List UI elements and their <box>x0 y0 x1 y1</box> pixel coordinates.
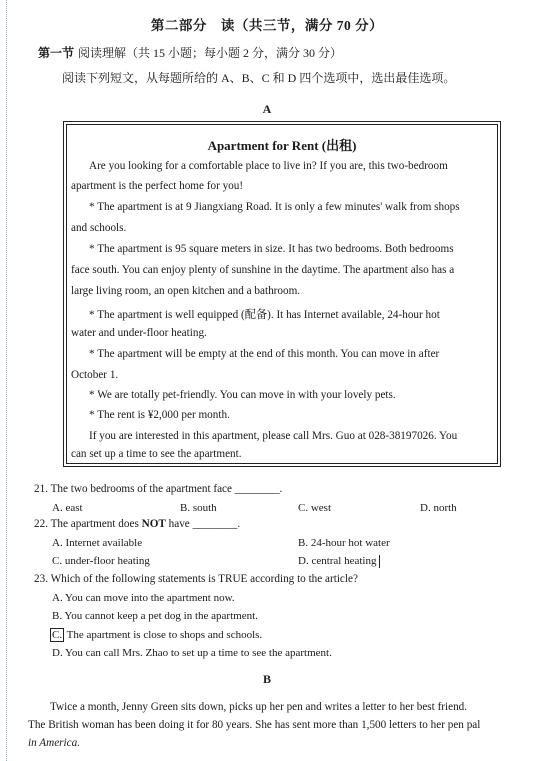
question-23-option-c <box>50 628 262 642</box>
ad-box <box>66 124 498 464</box>
ad-line: If you are interested in this apartment, please call Mrs. Guo at 028-38197026. You <box>89 430 458 442</box>
ad-line: Are you looking for a comfortable place to live in? If you are, this two-bedroom <box>89 160 448 172</box>
ad-line: October 1. <box>71 369 119 381</box>
question-22-option-d <box>298 555 380 568</box>
section-instruction: 阅读下列短文，从每题所给的 A、B、C 和 D 四个选项中，选出最佳选项。 <box>62 71 456 85</box>
ad-line: * The apartment is at 9 Jiangxiang Road. It is only a few minutes' walk from shops <box>89 201 460 213</box>
passage-b-line: in America. <box>28 737 80 749</box>
ad-line: * The apartment will be empty at the end of this month. You can move in after <box>89 348 440 360</box>
question-22-option-d-text: D. central heating <box>298 555 377 568</box>
ad-line: large living room, an open kitchen and a bathroom. <box>71 285 301 297</box>
question-23-option-d: D. You can call Mrs. Zhao to set up a time to see the apartment. <box>52 647 332 659</box>
passage-b-label: B <box>262 672 271 686</box>
question-23-option-b: B. You cannot keep a pet dog in the apartment. <box>52 610 258 622</box>
question-22-stem-after: have ________. <box>165 518 241 530</box>
question-22-stem-bold: NOT <box>141 518 166 530</box>
ad-title: Apartment for Rent (出租) <box>207 138 357 153</box>
ad-line: * The rent is ¥2,000 per month. <box>89 409 230 421</box>
question-22-stem-before: 22. The apartment does <box>34 518 142 530</box>
part-title: 第二部分 读（共三节，满分 70 分） <box>150 18 384 33</box>
passage-a-label: A <box>262 102 272 116</box>
ad-line: face south. You can enjoy plenty of sunshine in the daytime. The apartment also has a <box>71 264 455 276</box>
ad-line: * The apartment is well equipped (配备). It has Internet available, 24-hour hot <box>89 309 440 321</box>
section-title: 阅读理解（共 15 小题；每小题 2 分，满分 30 分） <box>78 46 343 60</box>
question-22-option-a: A. Internet available <box>52 537 143 549</box>
question-21-option-c: C. west <box>298 502 331 514</box>
section-heading <box>38 44 342 61</box>
question-21-option-b: B. south <box>180 502 217 514</box>
answer-mark-box: C. <box>52 629 63 641</box>
ad-line: and schools. <box>71 222 127 234</box>
question-22-stem <box>34 518 240 530</box>
question-23-option-c-text: The apartment is close to shops and schools. <box>66 629 263 641</box>
question-22-option-c: C. under-floor heating <box>52 555 150 567</box>
ad-line: can set up a time to see the apartment. <box>71 448 242 460</box>
section-label: 第一节 <box>38 46 75 60</box>
question-23-option-a: A. You can move into the apartment now. <box>52 592 235 604</box>
question-22-option-b: B. 24-hour hot water <box>298 537 390 549</box>
passage-b-line: The British woman has been doing it for 80 years. She has sent more than 1,500 letters to her pen pal <box>28 719 481 731</box>
ad-line: apartment is the perfect home for you! <box>71 180 244 192</box>
question-21-option-a: A. east <box>52 502 83 514</box>
ad-line: * We are totally pet-friendly. You can move in with your lovely pets. <box>89 389 396 401</box>
question-21-option-d: D. north <box>420 502 457 514</box>
ad-line: water and under-floor heating. <box>71 327 207 339</box>
pen-mark <box>379 555 380 568</box>
passage-b-line: Twice a month, Jenny Green sits down, picks up her pen and writes a letter to her best friend. <box>50 701 468 713</box>
question-21-stem: 21. The two bedrooms of the apartment face ________. <box>34 483 283 495</box>
question-23-stem: 23. Which of the following statements is TRUE according to the article? <box>34 573 358 585</box>
ad-line: * The apartment is 95 square meters in size. It has two bedrooms. Both bedrooms <box>89 243 454 255</box>
